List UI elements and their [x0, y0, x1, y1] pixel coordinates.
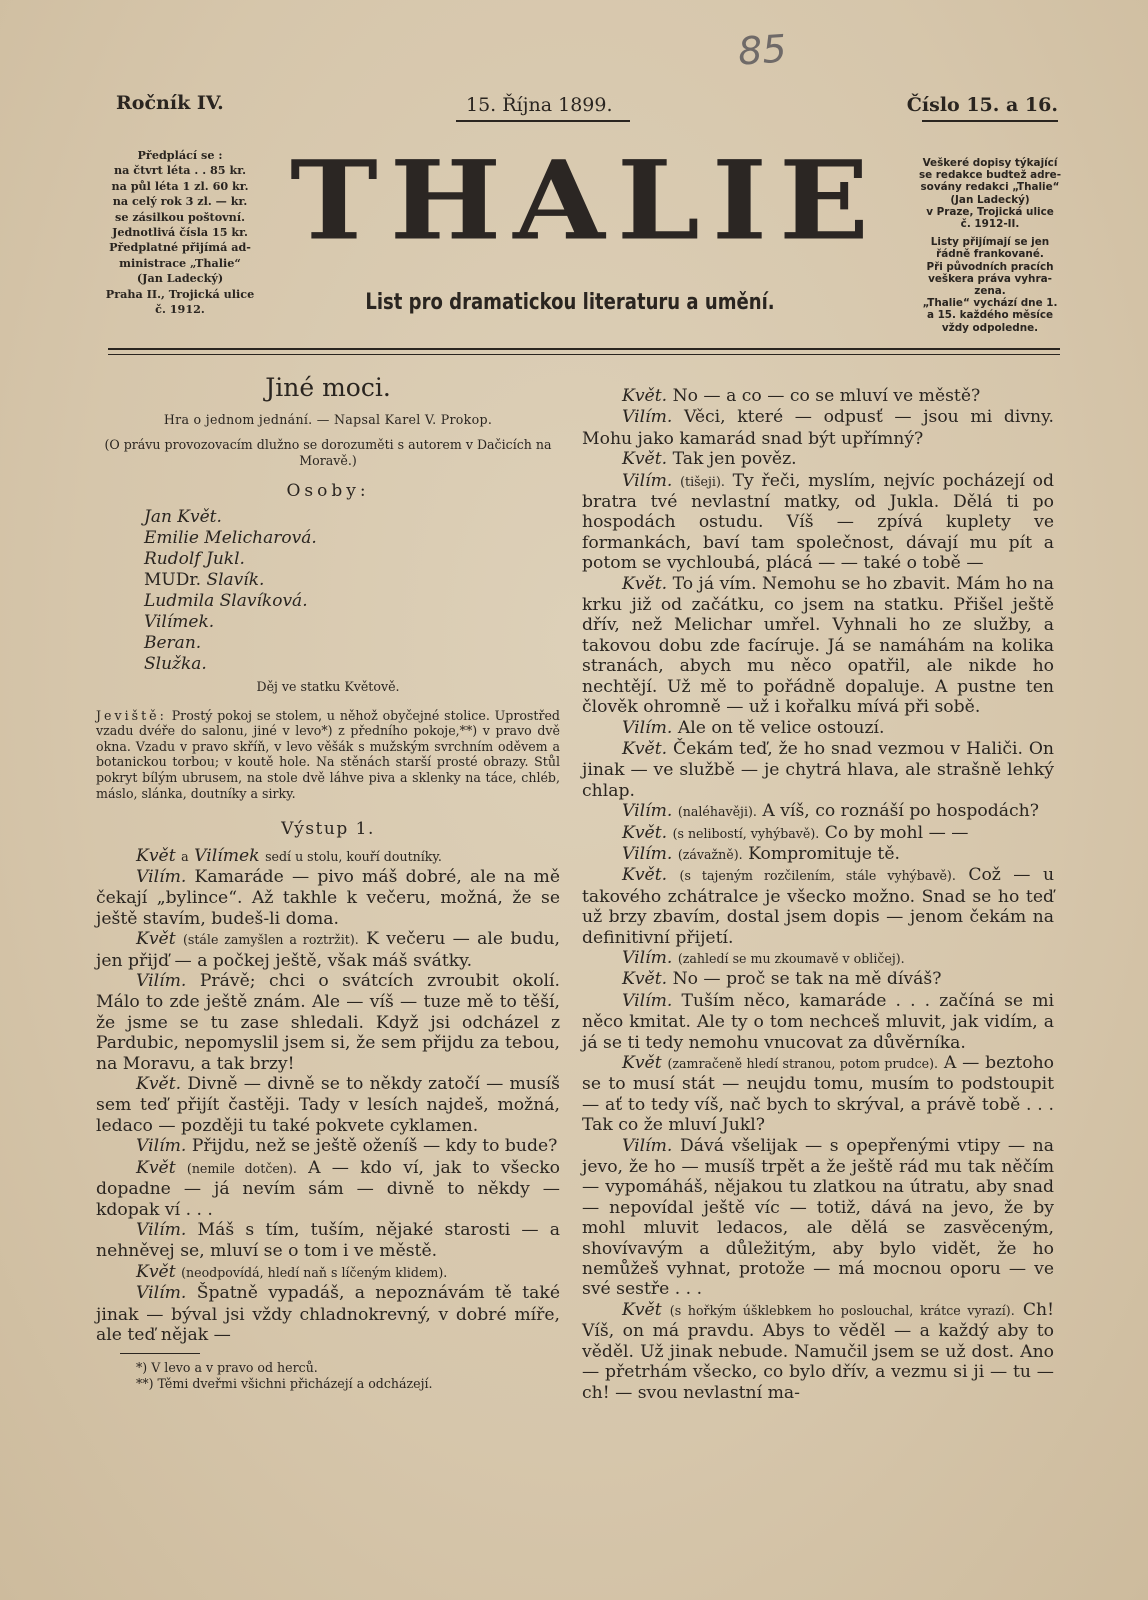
dialogue-line: [582, 718, 1054, 739]
dialogue-line: [582, 386, 1054, 407]
left-column: [96, 372, 560, 1392]
cast-item: Ludmila Slavíková.: [144, 591, 308, 612]
subscription-line: Jednotlivá čísla 15 kr.: [112, 225, 248, 240]
subscription-line: (Jan Ladecký): [136, 271, 224, 286]
speaker: Vilím.: [622, 990, 673, 1011]
speaker: Vilímek: [194, 845, 260, 866]
editorial-line: se redakce budtež adre-: [918, 169, 1062, 182]
speaker: Květ.: [136, 1074, 182, 1095]
dialogue-line: [96, 1283, 560, 1345]
issue-number: Číslo 15. a 16.: [906, 94, 1058, 116]
speaker: Vilím.: [622, 470, 673, 491]
cast-title-prefix: MUDr.: [144, 570, 202, 591]
editorial-line: sovány redakci „Thalie“: [920, 181, 1060, 194]
cast-item: Emilie Melicharová.: [144, 528, 317, 549]
dialogue-line: [582, 991, 1054, 1053]
subscription-line: Praha II., Trojická ulice: [105, 286, 255, 301]
speaker: Květ.: [622, 738, 668, 759]
dialogue-line: [582, 823, 1054, 844]
cast-list: [96, 507, 560, 675]
right-column: [582, 386, 1054, 1403]
dialogue-line: [582, 471, 1054, 574]
stage-text: Prostý pokoj se stolem, u něhož obyčejné stolice. Uprostřed vzadu dvéře do salonu, jiné v levo*) z předního pokoje,**) v pravo dvě okna. Vzadu v pravo skříň, v levo věšák s mužským svrchním oděvem a botanickou torbou; v koutě hole. Na stěnách starší prosté obrazy. Stůl pokryt bílým ubrusem, na stole dvě láhve piva a sklenky na táce, chléb, máslo, slánka, doutníky a sirky.: [96, 707, 560, 801]
speaker: Vilím.: [136, 1219, 187, 1240]
play-byline: Hra o jednom jednání. — Napsal Karel V. Prokop.: [163, 412, 493, 428]
direction: (zamračeně hledí stranou, potom prudce).: [667, 1056, 939, 1071]
dialogue-text: No — a co — co se mluví ve městě?: [672, 386, 981, 406]
speaker: Květ: [622, 1053, 662, 1073]
header-rule: [108, 348, 1060, 350]
editorial-line: vždy odpoledne.: [941, 321, 1039, 334]
dialogue-line: [582, 1053, 1054, 1136]
dialogue-text: A — beztoho se to musí stát — neujdu tomu, musím to podstoupit — ať to tedy víš, nač bych to skrýval, a právě tobě . . . Tak co že mluví Jukl?: [582, 1053, 1055, 1136]
dialogue-text: Věci, které — odpusť — jsou mi divny. Mohu jako kamarád snad být upřímný?: [582, 407, 1054, 449]
subscription-line: na čtvrt léta . . 85 kr.: [114, 163, 246, 178]
dialogue-line: [582, 1136, 1054, 1300]
speaker: Květ.: [622, 386, 668, 406]
editorial-line: řádně frankované.: [936, 248, 1044, 261]
dialogue-line: [96, 1262, 560, 1283]
footnote-rule: [120, 1353, 200, 1354]
speaker: Květ: [136, 1261, 176, 1282]
setting-line: Děj ve statku Květově.: [256, 679, 400, 695]
editorial-info: [910, 157, 1070, 334]
stage-label: Jeviště:: [96, 707, 167, 723]
date-underline: [456, 120, 630, 122]
editorial-line: zena.: [974, 285, 1006, 298]
subscription-line: na půl léta 1 zl. 60 kr.: [111, 178, 249, 193]
dialogue-text: Špatně vypadáš, a nepoznávám tě také jinak — býval jsi vždy chladnokrevný, v dobré míře, ale teď nějak —: [96, 1283, 560, 1345]
editorial-line: „Thalie“ vychází dne 1.: [922, 297, 1058, 310]
dialogue-text: Dává všelijak — s opepřenými vtipy — na jevo, že ho — musíš trpět a že ještě rád mu tak něčím — vypomáháš, nějakou tu zlatkou na útratu, aby snad — nepovídal ještě víc — totiž, dává na jevo, že by mohl mluvit ledacos, ale dělá se zasvěceným, shovívavým a důležitým, aby bylo vidět, že ho nemůžeš vyhnat, protože — má mocnou oporu — ve své sestře . . .: [582, 1135, 1054, 1300]
dialogue-text: Kamaráde — pivo máš dobré, ale na mě čekají „bylince“. Až takhle k večeru, možná, že se ještě stavím, budeš-li doma.: [96, 867, 560, 929]
dialogue-line: [96, 1136, 560, 1157]
cast-item: [144, 570, 560, 591]
dialogue-text: Přijdu, než se ještě oženíš — kdy to bude?: [191, 1136, 558, 1157]
direction: (s tajeným rozčilením, stále vyhýbavě).: [679, 868, 956, 884]
dialogue-line: [582, 948, 1054, 969]
dialogue-text: A — kdo ví, jak to všecko dopadne — já nevím sám — divně to někdy — kdopak ví . . .: [96, 1157, 561, 1220]
dialogue-text: Ale on tě velice ostouzí.: [677, 717, 885, 738]
dialogue-line: [582, 844, 1054, 865]
play-title: Jiné moci.: [265, 373, 391, 402]
subscription-line: Předplatné přijímá ad-: [109, 240, 251, 255]
dialogue-line: [582, 1300, 1054, 1403]
speaker: Květ.: [622, 822, 668, 843]
dialogue-line: [582, 801, 1054, 822]
cast-item: Rudolf Jukl.: [144, 549, 245, 570]
dialogue-text: Ty řeči, myslím, nejvíc pocházejí od bratra tvé nevlastní matky, od Jukla. Dělá ti po hospodách ostudu. Víš — zpívá kuplety ve formankách, baví tam společnost, dávají mu pít a potom se vychloubá, plácá — — také o tobě —: [582, 470, 1054, 574]
dialogue-line: [96, 971, 560, 1074]
dialogue-text: Ch! Víš, on má pravdu. Abys to věděl — a každý aby to věděl. Už jinak nebude. Namučil jsem se už dost. Ano — přetrhám všecko, co bylo dřív, a vezmu si ji — tu — ch! — svou nevlastní ma-: [582, 1299, 1055, 1403]
scene-heading: Výstup 1.: [281, 819, 375, 840]
speaker: Vilím.: [622, 843, 673, 864]
dialogue-line: [96, 867, 560, 929]
dialogue-text: Máš s tím, tuším, nějaké starosti — a nehněvej se, mluví se o tom i ve městě.: [96, 1219, 560, 1262]
footnote: **) Těmi dveřmi všichni přicházejí a odcházejí.: [136, 1376, 433, 1392]
dialogue-line: [582, 969, 1054, 990]
editorial-line: Listy přijímají se jen: [930, 236, 1050, 249]
dialogue-line: [582, 407, 1054, 449]
subscription-line: č. 1912.: [155, 302, 205, 317]
masthead-title: THALIE: [290, 136, 881, 265]
issue-date: 15. Října 1899.: [466, 94, 613, 116]
editorial-line: (Jan Ladecký): [950, 193, 1030, 206]
cast-item: Vilímek.: [144, 612, 215, 633]
speaker: Vilím.: [136, 1136, 187, 1157]
speaker: Vilím.: [622, 717, 673, 738]
opening-direction: [96, 846, 560, 867]
editorial-line: veškera práva vyhra-: [928, 272, 1052, 285]
speaker: Vilím.: [622, 407, 673, 428]
subscription-line: se zásilkou poštovní.: [115, 209, 245, 224]
speaker: Květ.: [622, 969, 668, 990]
dialogue-text: Co by mohl — —: [824, 822, 969, 843]
stage-direction: [96, 708, 560, 802]
dialogue-line: [582, 739, 1054, 801]
speaker: Květ: [136, 1157, 176, 1178]
dialogue-text: No — proč se tak na mě díváš?: [672, 969, 942, 990]
speaker: Vilím.: [622, 947, 673, 968]
editorial-line: Veškeré dopisy týkající: [922, 157, 1058, 169]
speaker: Vilím.: [136, 1283, 187, 1304]
cast-item: Beran.: [144, 633, 202, 654]
editorial-line: v Praze, Trojická ulice: [926, 205, 1054, 218]
speaker: Květ.: [622, 573, 668, 594]
dialogue-line: [96, 1074, 560, 1136]
dialogue-line: [96, 1220, 560, 1262]
speaker: Vilím.: [622, 801, 673, 822]
dialogue-line: [582, 449, 1054, 470]
dialogue-text: Divně — divně se to někdy zatočí — musíš sem teď přijít častěji. Tady v lesích najdeš, možná, ledaco — později tu také pokvete cyklamen.: [96, 1074, 560, 1136]
masthead-subtitle: List pro dramatickou literaturu a umění.: [365, 290, 775, 315]
footnote: *) V levo a v pravo od herců.: [136, 1360, 318, 1376]
cast-item: Služka.: [144, 654, 207, 675]
editorial-line: a 15. každého měsíce: [926, 309, 1054, 322]
dialogue-text: Čekám teď, že ho snad vezmou v Haliči. On jinak — ve službě — je chytrá hlava, ale strašně lehký chlap.: [582, 738, 1055, 801]
direction: (neodpovídá, hledí naň s líčeným klidem).: [181, 1264, 448, 1280]
dialogue-line: [96, 929, 560, 971]
header-rule-thin: [108, 354, 1060, 355]
subscription-info: [100, 148, 260, 317]
dialogue-text: To já vím. Nemohu se ho zbavit. Mám ho na krku již od začátku, co jsem na statku. Přišel ještě dřív, než Melichar umřel. Vyhnali ho ze služby, a takovou dobu zde facíruje. Já se namáhám na kolika stranách, abych mu něco opatřil, ale nikde ho nechtějí. Už mě to pořádně dopaluje. A pustne ten člověk ohromně — už i kořalku mívá při sobě.: [582, 573, 1055, 718]
speaker: Květ.: [622, 449, 668, 470]
speaker: Květ: [136, 929, 176, 950]
volume-label: Ročník IV.: [116, 92, 224, 114]
dialogue-text: K večeru — ale budu, jen přijď — a počkej ještě, však máš svátky.: [96, 929, 560, 971]
speaker: Květ: [136, 845, 176, 866]
speaker: Vilím.: [622, 1135, 673, 1156]
cast-item: Jan Květ.: [144, 507, 222, 528]
subscription-line: na celý rok 3 zl. — kr.: [112, 194, 248, 209]
direction: (nemile dotčen).: [186, 1160, 297, 1176]
direction: (stále zamyšlen a roztržit).: [182, 932, 359, 948]
speaker: Vilím.: [136, 971, 187, 992]
subscription-line: Předplácí se :: [137, 148, 223, 162]
performance-rights-note: (O právu provozovacím dlužno se dorozuměti s autorem v Dačicích na Moravě.): [104, 436, 552, 468]
speaker: Květ: [622, 1299, 662, 1320]
cast-heading: Osoby:: [286, 480, 370, 501]
opening-and: a: [181, 848, 189, 864]
direction: (s nelibostí, vyhýbavě).: [672, 825, 820, 841]
issue-info-line: [110, 92, 1058, 126]
editorial-line: Při původních pracích: [926, 260, 1054, 273]
pencil-note: 85: [736, 26, 788, 74]
speaker: Vilím.: [136, 867, 187, 887]
direction: (naléhavěji).: [677, 804, 757, 820]
number-underline: [922, 120, 1058, 122]
dialogue-text: Tak jen pověz.: [672, 449, 797, 470]
opening-text: sedí u stolu, kouří doutníky.: [265, 848, 442, 864]
dialogue-text: Což — u takového zchátralce je všecko možno. Snad se ho teď už brzy zbavím, dostal jsem dopis — jenom čekám na definitivní přijetí.: [582, 865, 1055, 948]
dialogue-text: Tuším něco, kamaráde . . . začíná se mi něco kmitat. Ale ty o tom nechceš mluvit, jak vidím, a já se ti tedy nemohu vnucovat za důvěrníka.: [582, 990, 1055, 1053]
dialogue-text: Kompromituje tě.: [748, 843, 900, 864]
direction: (zahledí se mu zkoumavě v obličej).: [677, 950, 905, 966]
speaker: Květ.: [622, 865, 668, 886]
cast-item-name: Slavík.: [206, 570, 265, 591]
dialogue-line: [96, 1158, 560, 1220]
dialogue-text: Právě; chci o svátcích zvroubit okolí. Málo to zde ještě znám. Ale — víš — tuze mě to těší, že jsme se tu zase shledali. Když jsi odcházel z Pardubic, nepomyslil jsem si, že sem přijdu za tebou, na Moravu, a tak brzy!: [96, 971, 560, 1074]
dialogue-text: A víš, co roznáší po hospodách?: [762, 801, 1039, 822]
direction: (s hořkým úšklebkem ho poslouchal, krátce vyrazí).: [669, 1302, 1015, 1318]
direction: (tišeji).: [680, 473, 725, 489]
dialogue-line: [582, 865, 1054, 948]
editorial-line: č. 1912-II.: [960, 218, 1020, 231]
direction: (závažně).: [677, 846, 743, 862]
subscription-line: ministrace „Thalie“: [119, 255, 241, 270]
dialogue-line: [582, 574, 1054, 718]
